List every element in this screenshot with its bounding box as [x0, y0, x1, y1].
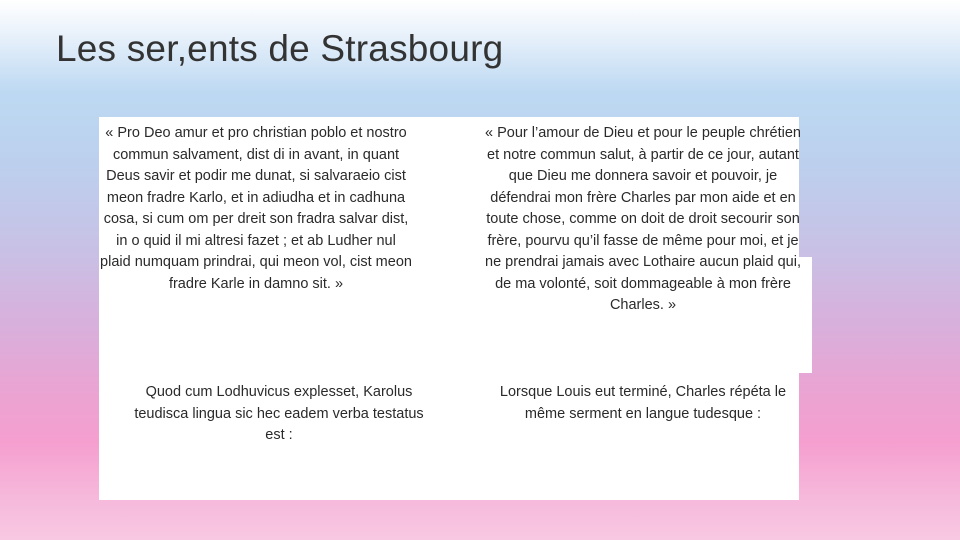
- french-oath-text: « Pour l’amour de Dieu et pour le peuple chrétien et notre commun salut, à partir de ce jour, autant que Dieu me donnera savoir et pouvoir, je défendrai mon frère Charles par mon aide et en toute chose, comme on doit de droit secourir son frère, pourvu qu’il fasse de même pour moi, et je ne prendrai jamais avec Lothaire aucun plaid qui, de ma volonté, soit dommageable à mon frère Charles. »: [485, 125, 801, 313]
- latin-narration-text: Quod cum Lodhuvicus explesset, Karolus teudisca lingua sic hec eadem verba testatus est :: [134, 384, 424, 443]
- slide-title: Les ser,ents de Strasbourg: [56, 28, 504, 69]
- latin-oath-text: « Pro Deo amur et pro christian poblo et nostro commun salvament, dist di in avant, in quant Deus savir et podir me dunat, si salvaraeio cist meon fradre Karlo, et in adiudha et in cadhuna cosa, si cum om per dreit son fradra salvar dist, in o quid il mi altresi fazet ; et ab Ludher nul plaid numquam prindrai, qui meon vol, cist meon fradre Karle in damno sit. »: [100, 125, 412, 292]
- french-narration-text: Lorsque Louis eut terminé, Charles répéta le même serment en langue tudesque :: [499, 384, 787, 422]
